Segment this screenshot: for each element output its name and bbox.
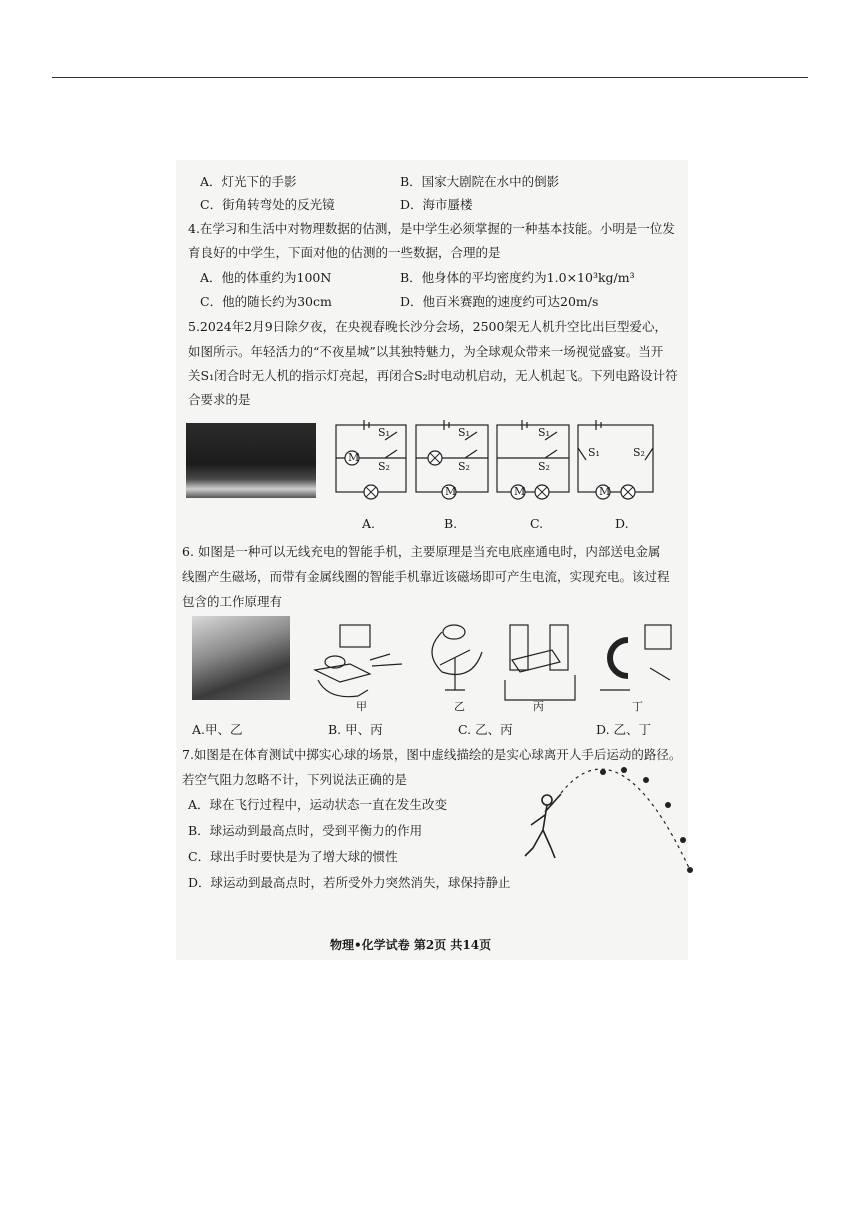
- switch-s2-a: S₂: [378, 460, 390, 473]
- q6-option-a: A.甲、乙: [192, 722, 243, 737]
- q7-option-c: C．球出手时要快是为了增大球的惯性: [188, 849, 398, 864]
- q4-stem-line1: 4.在学习和生活中对物理数据的估测，是中学生必须掌握的一种基本技能。小明是一位发: [188, 221, 675, 236]
- motor-b: M: [445, 485, 457, 498]
- q4-option-c: C．他的随长约为30cm: [200, 294, 332, 309]
- q7-option-b: B．球运动到最高点时，受到平衡力的作用: [188, 823, 423, 838]
- q5-label-c: C.: [530, 516, 544, 531]
- switch-s1-a: S₁: [378, 426, 390, 439]
- q6-fig-bing: 丙: [533, 700, 544, 713]
- motor-a: M: [348, 451, 360, 464]
- q3-option-a: A．灯光下的手影: [200, 174, 297, 189]
- switch-s1-d: S₁: [588, 446, 600, 459]
- q5-stem-line1: 5.2024年2月9日除夕夜，在央视春晚长沙分会场，2500架无人机升空比出巨型爱心，: [188, 319, 667, 334]
- motor-c: M: [514, 485, 526, 498]
- switch-s2-c: S₂: [538, 460, 550, 473]
- q6-stem-line3: 包含的工作原理有: [182, 594, 283, 609]
- q6-option-d: D. 乙、丁: [596, 722, 652, 737]
- q4-stem-line2: 育良好的中学生，下面对他的估测的一些数据，合理的是: [188, 245, 501, 260]
- q6-stem-line1: 6. 如图是一种可以无线充电的智能手机，主要原理是当充电底座通电时，内部送电金属: [182, 544, 661, 559]
- q4-option-a: A．他的体重约为100N: [200, 270, 332, 285]
- q6-fig-ding: 丁: [632, 700, 643, 713]
- q7-stem-line2: 若空气阻力忽略不计，下列说法正确的是: [182, 772, 408, 787]
- q4-option-b: B．他身体的平均密度约为1.0×10³kg/m³: [400, 270, 635, 285]
- q4-option-d: D．他百米赛跑的速度约可达20m/s: [400, 294, 599, 309]
- q6-fig-jia: 甲: [356, 700, 367, 713]
- switch-s1-b: S₁: [458, 426, 470, 439]
- q5-stem-line4: 合要求的是: [188, 392, 251, 407]
- motor-d: M: [599, 485, 611, 498]
- q7-stem-line1: 7.如图是在体育测试中掷实心球的场景，图中虚线描绘的是实心球离开人手后运动的路径。: [182, 747, 682, 762]
- q7-option-a: A．球在飞行过程中，运动状态一直在发生改变: [188, 797, 448, 812]
- switch-s2-b: S₂: [458, 460, 470, 473]
- q6-option-c: C. 乙、丙: [458, 722, 513, 737]
- q5-label-b: B.: [444, 516, 458, 531]
- q7-option-d: D．球运动到最高点时，若所受外力突然消失，球保持静止: [188, 875, 511, 890]
- q6-option-b: B. 甲、丙: [328, 722, 383, 737]
- page-footer: 物理•化学试卷 第2页 共14页: [330, 938, 492, 952]
- switch-s2-d: S₂: [633, 446, 645, 459]
- q5-label-a: A.: [362, 516, 376, 531]
- q6-fig-yi: 乙: [454, 700, 465, 713]
- q5-label-d: D.: [615, 516, 629, 531]
- q6-stem-line2: 线圈产生磁场，而带有金属线圈的智能手机靠近该磁场即可产生电流，实现充电。该过程: [182, 569, 670, 584]
- q5-stem-line3: 关S₁闭合时无人机的指示灯亮起，再闭合S₂时电动机启动，无人机起飞。下列电路设计符: [188, 368, 678, 383]
- q3-option-d: D．海市蜃楼: [400, 197, 473, 212]
- switch-s1-c: S₁: [538, 426, 550, 439]
- q3-option-b: B．国家大剧院在水中的倒影: [400, 174, 560, 189]
- q3-option-c: C．街角转弯处的反光镜: [200, 197, 335, 212]
- q5-stem-line2: 如图所示。年轻活力的“不夜星城”以其独特魅力，为全球观众带来一场视觉盛宴。当开: [188, 344, 664, 359]
